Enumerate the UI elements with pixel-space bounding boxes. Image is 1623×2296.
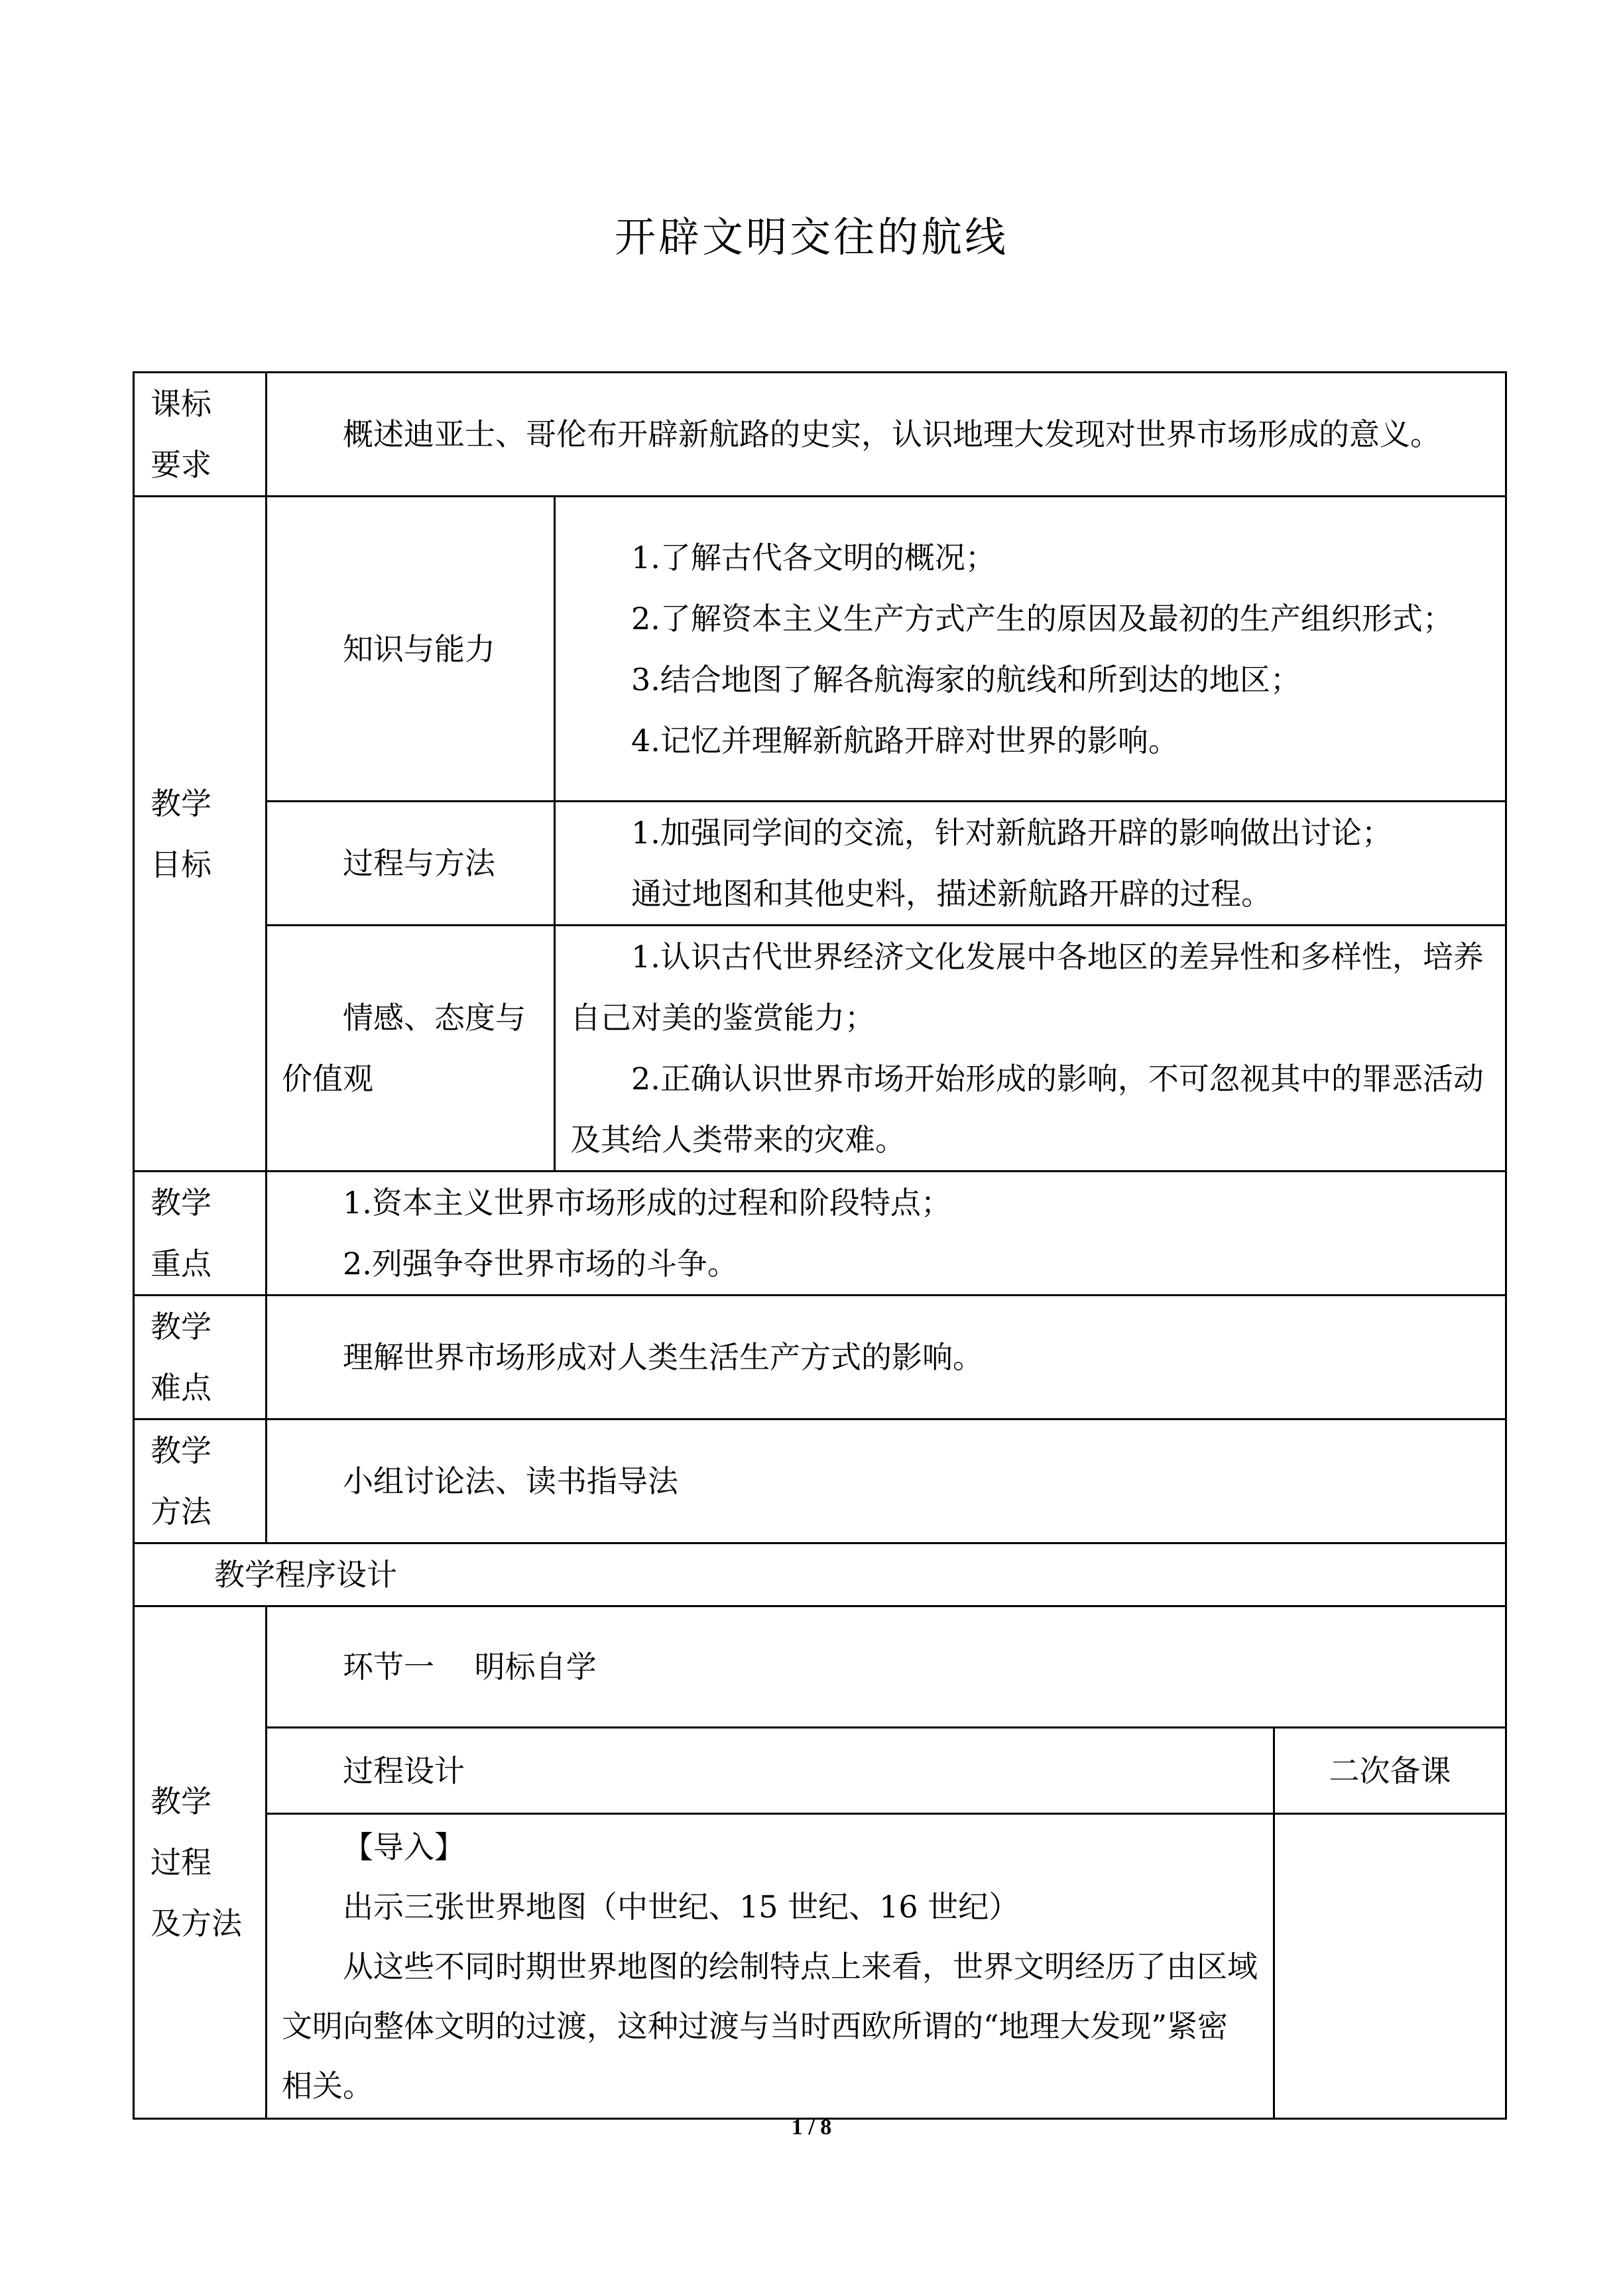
- label-line: 难点: [150, 1370, 211, 1406]
- row-difficulty: [134, 1296, 1506, 1420]
- method-cell: [267, 1420, 1506, 1543]
- list-item: 2.了解资本主义生产方式产生的原因及最初的生产组织形式；: [631, 600, 1453, 636]
- label-line: 及方法: [150, 1905, 242, 1941]
- document-title: 开辟文明交往的航线: [614, 213, 1008, 261]
- content-paragraph: 出示三张世界地图（中世纪、15 世纪、16 世纪）: [343, 1888, 1020, 1925]
- list-item: 1.认识古代世界经济文化发展中各地区的差异性和多样性，培养自己对美的鉴赏能力；: [570, 939, 1484, 1036]
- list-item: 3.结合地图了解各航海家的航线和所到达的地区；: [631, 661, 1301, 697]
- row-goal-process: [134, 802, 1506, 926]
- label-line: 过程: [150, 1844, 211, 1880]
- process-content-cell: [267, 1814, 1274, 2119]
- label-difficulty: [134, 1296, 267, 1420]
- label-line: 教学: [150, 1783, 211, 1819]
- stage-heading: 环节一 明标自学: [343, 1649, 597, 1685]
- knowledge-label: 知识与能力: [343, 631, 495, 667]
- content-paragraph: 从这些不同时期世界地图的绘制特点上来看，世界文明经历了由区域文明向整体文明的过渡，这种过渡与当时西欧所谓的“地理大发现”紧密相关。: [282, 1948, 1258, 2104]
- label-line: 课标: [150, 386, 211, 422]
- emotion-label-cell: [267, 926, 555, 1172]
- label-line: 教学: [150, 1309, 211, 1345]
- list-item: 1.了解古代各文明的概况；: [631, 539, 996, 575]
- method-text: 小组讨论法、读书指导法: [343, 1463, 678, 1499]
- emotion-label: 情感、态度与价值观: [282, 1000, 526, 1097]
- row-key: [134, 1172, 1506, 1296]
- page-number: 1 / 8: [791, 2115, 832, 2140]
- emotion-items: [555, 926, 1506, 1172]
- label-method: [134, 1420, 267, 1543]
- difficulty-text: 理解世界市场形成对人类生活生产方式的影响。: [343, 1339, 983, 1375]
- row-design: [134, 1543, 1506, 1606]
- key-items: [267, 1172, 1506, 1296]
- list-item: 1.资本主义世界市场形成的过程和阶段特点；: [343, 1185, 951, 1221]
- label-key: [134, 1172, 267, 1296]
- list-item: 1.加强同学间的交流，针对新航路开辟的影响做出讨论；: [631, 815, 1392, 851]
- label-line: 要求: [150, 447, 211, 483]
- label-line: 重点: [150, 1246, 211, 1282]
- col-notes-label: 二次备课: [1329, 1752, 1451, 1789]
- list-item: 通过地图和其他史料，描述新航路开辟的过程。: [631, 876, 1272, 912]
- content-paragraph: 【导入】: [343, 1829, 465, 1865]
- col-design-label: 过程设计: [343, 1752, 465, 1789]
- difficulty-cell: [267, 1296, 1506, 1420]
- design-cell: [134, 1543, 1506, 1606]
- label-standard: [134, 373, 267, 497]
- stage-cell: [267, 1606, 1506, 1728]
- design-heading: 教学程序设计: [214, 1557, 397, 1593]
- notes-cell: [1274, 1814, 1506, 2119]
- row-goal-emotion: [134, 926, 1506, 1172]
- list-item: 2.列强争夺世界市场的斗争。: [343, 1246, 738, 1282]
- label-line: 教学: [150, 1185, 211, 1221]
- standard-text: 概述迪亚士、哥伦布开辟新航路的史实，认识地理大发现对世界市场形成的意义。: [343, 416, 1441, 452]
- knowledge-items: [555, 497, 1506, 802]
- process-label: 过程与方法: [343, 845, 495, 881]
- knowledge-label-cell: [267, 497, 555, 802]
- row-process-header: [134, 1728, 1506, 1814]
- process-label-cell: [267, 802, 555, 926]
- col-notes-header: [1274, 1728, 1506, 1814]
- list-item: 2.正确认识世界市场开始形成的影响，不可忽视其中的罪恶活动及其给人类带来的灾难。: [570, 1061, 1484, 1158]
- label-line: 教学: [150, 785, 211, 821]
- list-item: 4.记忆并理解新航路开辟对世界的影响。: [631, 722, 1179, 758]
- label-process: [134, 1606, 267, 2119]
- label-goals: [134, 497, 267, 1172]
- row-standard: [134, 373, 1506, 497]
- lesson-plan-table: [133, 371, 1507, 2120]
- col-design-header: [267, 1728, 1274, 1814]
- standard-cell: [267, 373, 1506, 497]
- label-line: 方法: [150, 1494, 211, 1530]
- row-goal-knowledge: [134, 497, 1506, 802]
- row-process-stage: [134, 1606, 1506, 1728]
- label-line: 目标: [150, 846, 211, 882]
- row-method: [134, 1420, 1506, 1543]
- process-items: [555, 802, 1506, 926]
- row-process-content: [134, 1814, 1506, 2119]
- label-line: 教学: [150, 1433, 211, 1469]
